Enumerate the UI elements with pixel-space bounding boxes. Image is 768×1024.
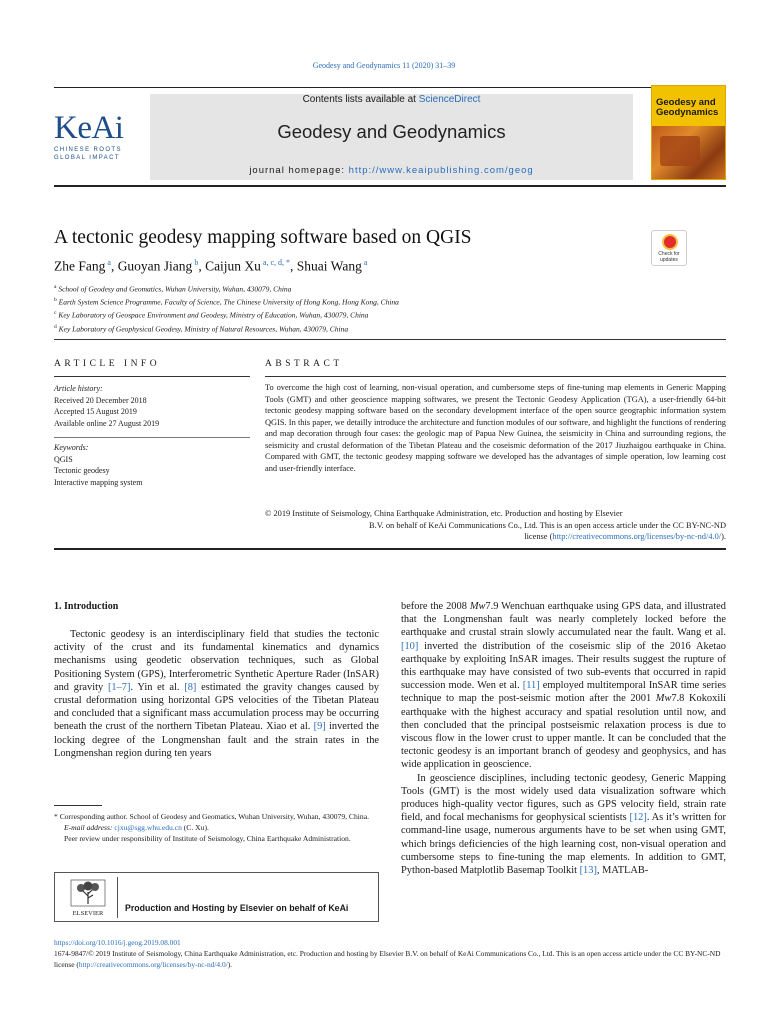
author-affiliation-marker[interactable]: a [361,258,368,267]
history-label: Article history: [54,384,103,393]
keyword-item: Interactive mapping system [54,477,143,487]
license-suffix: ). [227,960,233,969]
intro-paragraph-3 [401,772,726,878]
peer-review-note: Peer review under responsibility of Institute of Seismology, China Earthquake Administration. [64,834,351,844]
paragraph-text: 7.8 Kokoxili earthquake with the highest accuracy and spatial resolution until now, and then concluded that the principal postseismic relaxation process is due to viscous flow in the lower crust to upper mantle. It can be concluded that the tectonic geodesy is an important branch of geodesy and geophysics, and has wide application in geoscience. [401,693,726,771]
affiliation-marker: a [54,284,57,290]
keai-logo-tagline-1: CHINESE ROOTS [54,147,122,153]
article-title: A tectonic geodesy mapping software based on QGIS [54,227,472,248]
author-name[interactable]: Guoyan Jiang [117,258,193,274]
abstract-text: To overcome the high cost of learning, non-visual operation, and cumbersome steps of fine-tuning map elements in Generic Mapping Tools (GMT) and other geoscience mapping softwares, we present the Tectonic Geodesy Application (TGA), a user-friendly 64-bit tectonic geodesy mapping software based on the secondary development interface of the open source geographic information system QGIS. In this paper, we detailly introduce the architecture and function modules of our software, and highlight the functions of rendering and map decoration through four cases: the geologic map of Papua New Guinea, the seismicity in China and surrounding regions, the seismicity and crustal deformation of the Tibetan Plateau and the coseismic deformation of the 2017 Jiuzhaigou earthquake in China. Compared with GMT, the tectonic geodesy mapping software we developed has the advantages of simple operation, low learning cost and user-friendly interface. [265,383,726,473]
citation-link[interactable]: [13] [579,865,597,877]
paragraph-text: inverted the distribution of the coseismic slip of the 2016 Aketao earthquake by exploiting InSAR images. Their results suggest the rupture of this earthquake may have consisted of two sub-events that occurred in rapid succession mode. Wen et al. [401,640,726,692]
copyright-line3-suffix: ). [721,532,726,541]
paragraph-text: . As it’s written for command-line usage, numerous arguments have to be set when using GMT, which brings deficiencies of the high learning cost, non-visual operation and cumbersome steps to fine-tuning the map elements. In addition to GMT, Python-based Matplotlib Basemap Toolkit [401,812,726,877]
affiliation-marker: b [54,297,57,304]
cover-title-line2: Geodynamics [656,107,719,118]
keai-logo-tagline-2: GLOBAL IMPACT [54,155,120,161]
intro-paragraph-2 [401,600,726,772]
history-received: Received 20 December 2018 [54,395,147,405]
citation-link[interactable]: [9] [313,721,326,733]
copyright-line3-prefix: license ( [524,532,553,541]
info-top-rule [54,339,726,340]
affiliation-marker: d [54,323,57,330]
italic-text: Mw [469,601,486,612]
introduction-heading: 1. Introduction [54,601,119,612]
affiliation-text: Key Laboratory of Geospace Environment and Geodesy, Ministry of Education, Wuhan, 430079, China [56,310,369,320]
abstract-rule [265,376,726,377]
sciencedirect-link[interactable]: ScienceDirect [418,94,481,105]
author-affiliation-marker[interactable]: a, c, d, * [260,258,291,267]
cover-title [656,98,718,118]
citation-link[interactable]: [11] [522,680,540,692]
citation-link[interactable]: [8] [184,681,197,693]
affiliation-item [54,322,399,335]
email-suffix: (C. Xu). [181,823,209,833]
keai-logo-word: KeAi [54,110,124,146]
homepage-link[interactable]: http://www.keaipublishing.com/geog [348,165,534,176]
elsevier-hosting-text: Production and Hosting by Elsevier on behalf of KeAi [125,903,349,913]
keyword-item: QGIS [54,454,73,464]
author-name[interactable]: Shuai Wang [296,258,362,274]
affiliation-text: Earth System Science Programme, Faculty of Science, The Chinese University of Hong Kong, Hong Kong, China [56,297,399,307]
elsevier-divider [117,877,118,918]
check-updates-label [652,252,686,263]
cover-artwork-detail [660,136,700,166]
history-accepted: Accepted 15 August 2019 [54,407,137,416]
contents-prefix: Contents lists available at [302,94,419,105]
paragraph-text: before the 2008 [401,601,470,612]
check-for-updates-button[interactable] [651,230,687,266]
italic-text: Mw [655,693,672,705]
elsevier-logo-text: ELSEVIER [72,910,104,917]
keyword-item: Tectonic geodesy [54,466,110,475]
email-link[interactable]: cjxu@sgg.whu.edu.cn [114,823,182,833]
check-updates-icon [662,234,678,250]
keywords-label: Keywords: [54,443,89,452]
paragraph-text: estimated the gravity changes caused by crustal deformation using horizontal GPS velocities of the Tibetan Plateau and concluded that a significant mass accumulation process may be occurring beneath the crust of the northern Tibetan Plateau. Xiao et al. [54,681,379,733]
email-note [54,822,379,833]
journal-cover-image[interactable] [651,85,726,180]
affiliation-item [54,308,399,321]
right-column [401,600,726,877]
citation-link[interactable]: [1–7] [107,681,131,693]
footnotes [54,811,379,844]
keywords-rule [54,437,250,438]
copyright-line2: B.V. on behalf of KeAi Communications Co., Ltd. This is an open access article under the CC BY-NC-ND [369,520,726,530]
elsevier-hosting-box [54,872,379,922]
affiliation-marker: c [54,310,57,317]
intro-paragraph-1 [54,628,379,760]
license-link[interactable]: http://creativecommons.org/licenses/by-nc-nd/4.0/ [552,532,722,541]
paragraph-text: employed multitemporal InSAR time series technique to map the post-seismic motion after the 2001 [401,680,726,705]
corresponding-author-note: * Corresponding author. School of Geodesy and Geomatics, Wuhan University, Wuhan, 430079, China. [54,812,369,821]
author-affiliation-marker[interactable]: a [105,258,111,267]
author-affiliation-marker[interactable]: b [192,258,199,267]
copyright-line1: © 2019 Institute of Seismology, China Earthquake Administration, etc. Production and hosting by Elsevier [265,509,623,518]
article-info-heading: ARTICLE INFO [54,359,161,369]
affiliation-list [54,282,399,335]
article-history [54,383,250,429]
paragraph-text: Tectonic geodesy is an interdisciplinary field that studies the tectonic activity of the crust and its fundamental kinematics and dynamics mechanisms using geodetic observation techniques, such as Global Positioning System (GPS), Interferometric Synthetic Aperture Rader (InSAR) and gravity [54,629,379,693]
abstract-bottom-rule [54,548,726,550]
elsevier-tree-logo [63,878,113,918]
copyright-line3 [265,531,726,543]
paragraph-text: , MATLAB- [596,865,649,877]
citation-link[interactable]: [12] [629,812,647,824]
history-online: Available online 27 August 2019 [54,418,160,428]
license-prefix: 1674-9847/© 2019 Institute of Seismology, China Earthquake Administration, etc. Production and hosting by Elsevier B.V. on behalf of KeAi Communications Co., Ltd. This is an open access article under the CC BY-NC-ND license ( [54,949,721,969]
check-updates-line2: updates [660,256,678,263]
homepage-prefix: journal homepage: [249,165,349,176]
keai-logo-tagline [54,146,144,162]
author-name[interactable]: Caijun Xu [205,258,261,274]
paragraph-text: In geoscience disciplines, including tectonic geodesy, Generic Mapping Tools (GMT) is the most widely used data visualization software which produces high-quality vector figures, such as GPS velocity field, strain rate field, and focal mechanisms for geophysical scientists [401,772,726,824]
keywords-block [54,442,250,488]
keai-logo [54,110,144,180]
affiliation-item [54,295,399,308]
bottom-license-text [54,948,726,970]
contents-line [150,94,633,105]
paragraph-text: . Yin et al. [130,681,185,693]
header-bottom-rule [54,185,726,187]
citation-link[interactable]: [10] [401,640,419,652]
article-info-rule [54,376,250,377]
abstract-copyright [265,508,726,543]
journal-title: Geodesy and Geodynamics [277,121,506,142]
affiliation-text: Key Laboratory of Geophysical Geodesy, Ministry of Natural Resources, Wuhan, 430079, China [56,324,349,334]
affiliation-item [54,282,399,295]
journal-citation-link[interactable]: Geodesy and Geodynamics 11 (2020) 31–39 [312,61,456,70]
affiliation-text: School of Geodesy and Geomatics, Wuhan University, Wuhan, 430079, China [56,284,292,294]
bottom-license-link[interactable]: http://creativecommons.org/licenses/by-nc-nd/4.0/ [78,960,228,969]
paragraph-text: inverted the locking degree of the Longmenshan fault and the strain rates in the Longmenshan region during ten years [54,721,379,759]
doi-link[interactable]: https://doi.org/10.1016/j.geog.2019.08.001 [54,938,181,947]
email-label: E-mail address: [64,823,115,833]
journal-homepage-line [150,165,633,176]
author-list: Zhe Fang $^a$, Guoyan Jiang $^b$, Caijun Xu $^{a, c, d, *}$, Shuai Wang $^a$ [54,258,368,274]
author-name[interactable]: Zhe Fang [54,258,106,274]
paragraph-text: 7.9 Wenchuan earthquake using GPS data, and illustrated that the Longmenshan fault was nearly completely locked before the earthquake and crustal strain slowly accumulated near the fault. Wang et al. [401,601,726,639]
footnote-rule [54,805,102,806]
header-top-rule [54,87,726,88]
abstract-heading: ABSTRACT [265,359,343,369]
cover-title-line1: Geodesy and [656,97,716,108]
check-updates-line1: Check for [658,251,680,257]
